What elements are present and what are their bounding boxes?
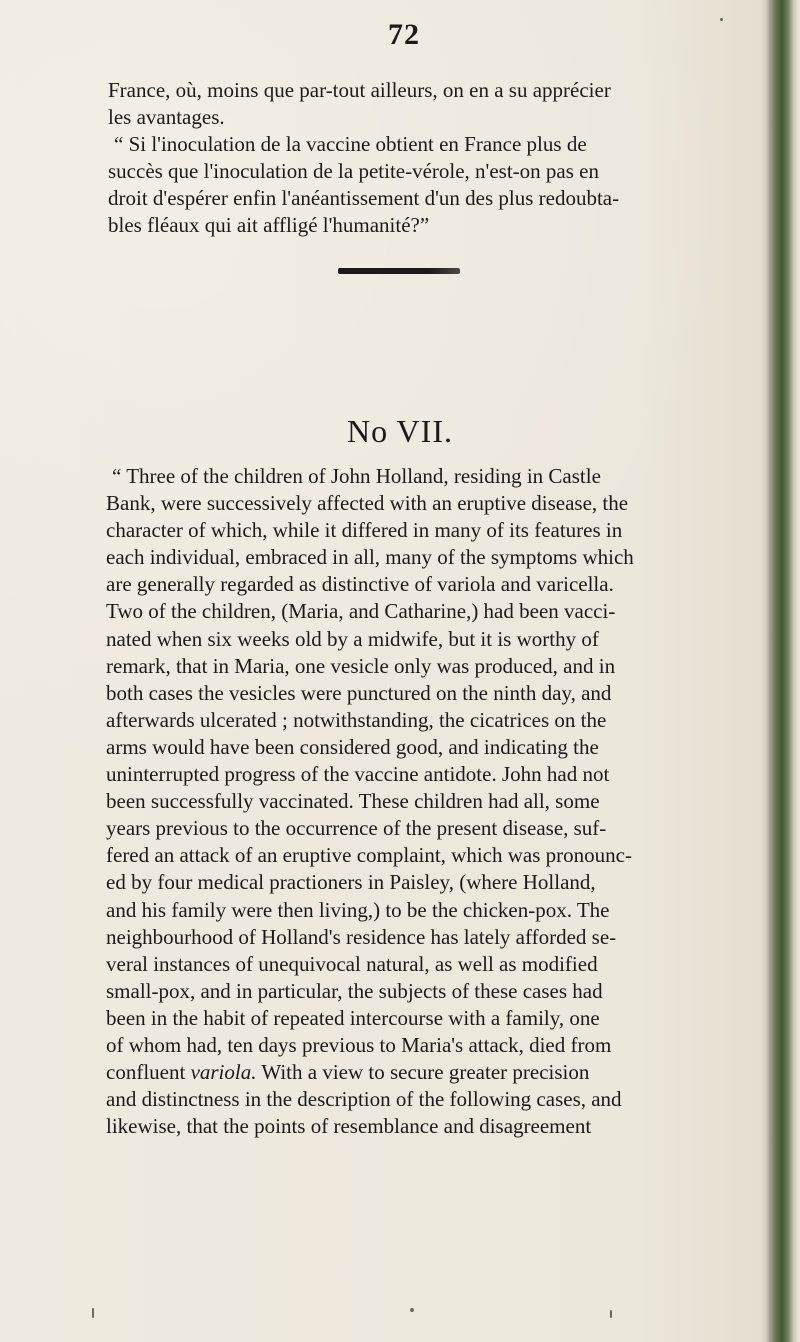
french-line-4: succès que l'inoculation de la petite-vérole, n'est-on pas en bbox=[108, 159, 599, 183]
section-title: No VII. bbox=[347, 413, 453, 449]
paper-speck bbox=[92, 1308, 94, 1318]
body-line-5: are generally regarded as distinctive of variola and varicella. bbox=[106, 572, 614, 597]
body-line-14: years previous to the occurrence of the present disease, suf- bbox=[106, 816, 607, 841]
paper-speck bbox=[610, 1310, 612, 1318]
page-number: 72 bbox=[388, 18, 420, 51]
body-line-2: Bank, were successively affected with an eruptive disease, the bbox=[106, 491, 629, 516]
body-line-18: neighbourhood of Holland's residence has lately afforded se- bbox=[106, 924, 617, 949]
body-line-13: been successfully vaccinated. These children had all, some bbox=[106, 789, 600, 814]
body-line-23 bbox=[106, 1059, 778, 1086]
case-description-block bbox=[106, 463, 778, 1140]
french-line-1: France, où, moins que par-tout ailleurs, on en a su apprécier bbox=[108, 78, 611, 102]
body-line-17: and his family were then living,) to be the chicken-pox. The bbox=[106, 897, 610, 922]
body-line-15: fered an attack of an eruptive complaint, which was pronounc- bbox=[106, 843, 632, 868]
section-divider-rule bbox=[338, 268, 460, 274]
body-line-25: likewise, that the points of resemblance and disagreement bbox=[106, 1114, 592, 1139]
body-line-21: been in the habit of repeated intercourse with a family, one bbox=[106, 1005, 600, 1030]
french-line-3: “ Si l'inoculation de la vaccine obtient en France plus de bbox=[114, 132, 587, 156]
body-line-10: afterwards ulcerated ; notwithstanding, the cicatrices on the bbox=[106, 707, 607, 732]
body-line-16: ed by four medical practioners in Paisley, (where Holland, bbox=[106, 870, 596, 895]
body-line-24: and distinctness in the description of the following cases, and bbox=[106, 1087, 622, 1112]
french-line-5: droit d'espérer enfin l'anéantissement d'un des plus redoubta- bbox=[108, 186, 620, 210]
body-line-23-italic-word: variola. bbox=[190, 1060, 257, 1085]
body-line-1: “ Three of the children of John Holland, residing in Castle bbox=[112, 464, 601, 488]
french-quote-block bbox=[108, 77, 768, 239]
body-line-3: character of which, while it differed in many of its features in bbox=[106, 518, 623, 543]
body-line-11: arms would have been considered good, and indicating the bbox=[106, 734, 599, 759]
body-line-22: of whom had, ten days previous to Maria's attack, died from bbox=[106, 1032, 612, 1057]
body-line-8: remark, that in Maria, one vesicle only was produced, and in bbox=[106, 653, 616, 678]
body-line-7: nated when six weeks old by a midwife, but it is worthy of bbox=[106, 626, 599, 651]
body-line-4: each individual, embraced in all, many of the symptoms which bbox=[106, 545, 634, 570]
body-line-23-part-2: With a view to secure greater precision bbox=[261, 1060, 590, 1085]
body-line-12: uninterrupted progress of the vaccine antidote. John had not bbox=[106, 762, 610, 787]
french-line-6: bles fléaux qui ait affligé l'humanité?” bbox=[108, 213, 430, 237]
body-line-20: small-pox, and in particular, the subjects of these cases had bbox=[106, 978, 603, 1003]
body-line-6: Two of the children, (Maria, and Catharine,) had been vacci- bbox=[106, 599, 616, 624]
body-line-19: veral instances of unequivocal natural, as well as modified bbox=[106, 951, 598, 976]
paper-speck bbox=[410, 1308, 414, 1312]
paper-speck bbox=[720, 18, 723, 21]
body-line-23-part-1: confluent bbox=[106, 1060, 186, 1085]
body-line-9: both cases the vesicles were punctured on the ninth day, and bbox=[106, 680, 612, 705]
french-line-2: les avantages. bbox=[108, 105, 225, 129]
